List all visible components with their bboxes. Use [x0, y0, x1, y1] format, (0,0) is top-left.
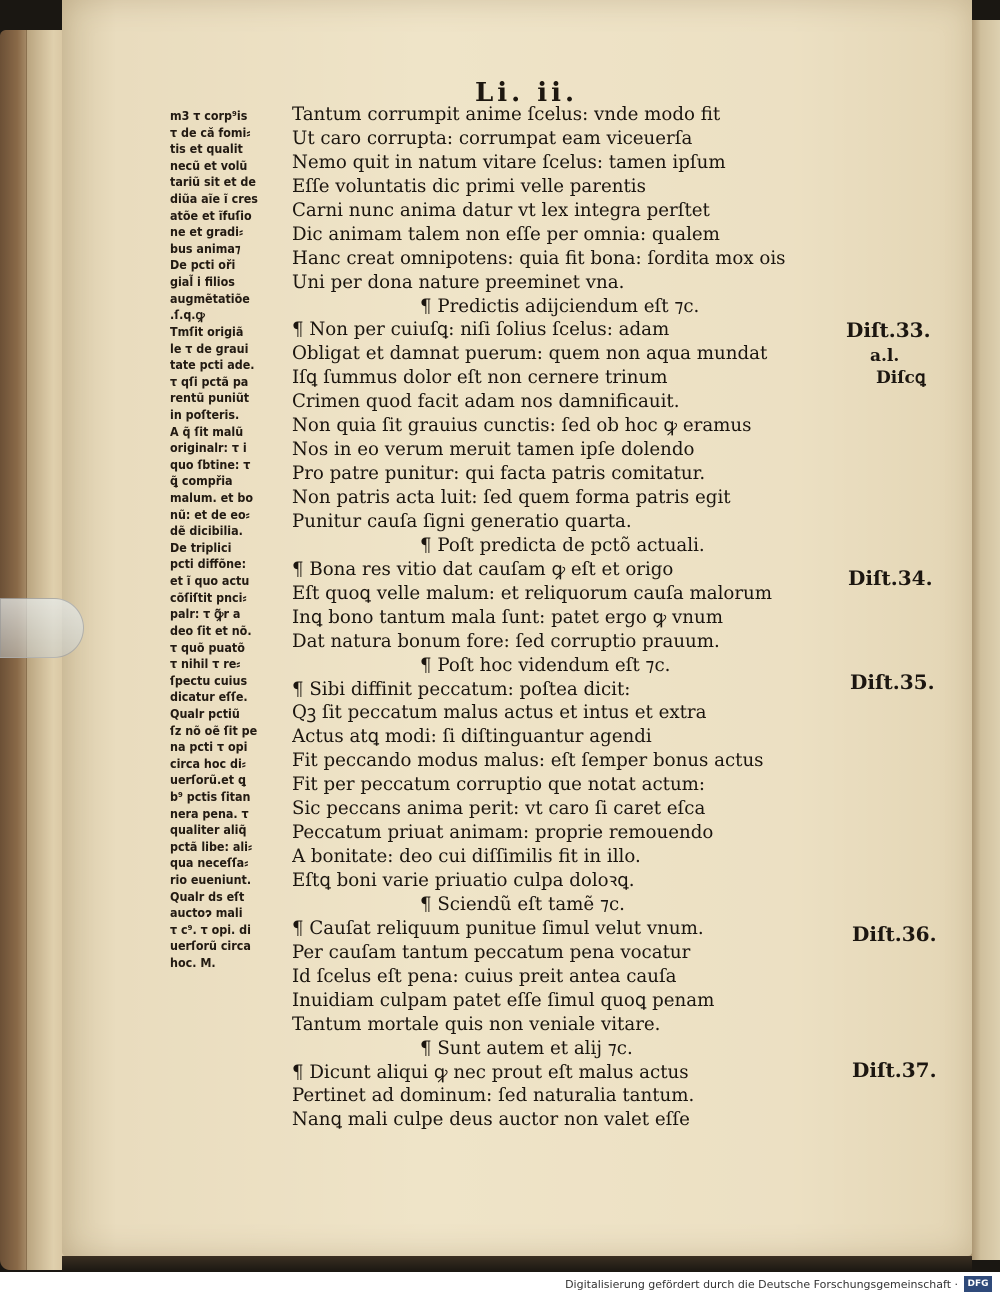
gloss-line: deo ſit et nõ.: [170, 622, 252, 638]
credit-text: Digitalisierung gefördert durch die Deutsche Forschungsgemeinschaft ·: [565, 1278, 958, 1291]
gloss-line: hoc. M.: [170, 955, 216, 971]
margin-note-dist34: Diſt.34.: [848, 566, 933, 590]
gloss-line: qualiter aliq̃: [170, 822, 247, 838]
page-clip: [0, 598, 84, 658]
gloss-line: diũa aĩe ĩ cres: [170, 191, 258, 207]
verse-line: Tantum mortale quis non veniale vitare.: [292, 1013, 661, 1035]
gloss-line: m3 τ corp⁹is: [170, 108, 248, 123]
verse-line: Crimen quod facit adam nos damnificauit.: [292, 391, 680, 413]
gloss-line: τ c⁹. τ opi. di: [170, 921, 251, 937]
verse-line: Nemo quit in natum vitare ſcelus: tamen ipſum: [292, 151, 726, 173]
verse-line: Iſꝗ ſummus dolor eſt non cernere trinum: [292, 367, 668, 389]
rubric-line: ¶ Sunt autem et alij ⁊c.: [420, 1037, 633, 1059]
rubric-line: ¶ Poſt hoc videndum eſt ⁊c.: [420, 654, 671, 676]
gloss-line: Qualr pctiũ: [170, 705, 240, 721]
verse-line: Qꝫ ſit peccatum malus actus et intus et extra: [292, 702, 707, 724]
margin-note-dist33: Diſt.33.: [846, 318, 931, 342]
verse-line: Carni nunc anima datur vt lex integra perſtet: [292, 199, 710, 221]
gloss-line: qua neceſſa⸗: [170, 855, 249, 871]
rubric-line: ¶ Poſt predicta de pctõ actuali.: [420, 534, 705, 556]
gloss-line: A q̃ ſit malũ: [170, 423, 244, 439]
gloss-line: τ qſi pctã pa: [170, 373, 249, 389]
verse-line: Eſtꝗ boni varie priuatio culpa doloꝛꝗ.: [292, 870, 635, 891]
gloss-line: nũ: et de eo⸗: [170, 506, 250, 522]
gloss-line: De pcti oři: [170, 257, 236, 273]
gloss-line: τ nihil τ re⸗: [170, 656, 241, 672]
gloss-line: palr: τ ꝙ̃r a: [170, 606, 241, 622]
gloss-line: ſpectu cuius: [170, 672, 248, 688]
verse-line: ¶ Non per cuiuſꝗ: niſi ſolius ſcelus: adam: [292, 319, 670, 341]
verse-line: ¶ Cauſat reliquum punitue ſimul velut vnum.: [292, 917, 704, 939]
verse-line: Hanc creat omnipotens: quia fit bona: ſordita mox ois: [292, 247, 786, 269]
gloss-line: necũ et volũ: [170, 157, 248, 173]
gloss-line: tate pcti ade.: [170, 357, 255, 373]
gloss-line: pctã libe: ali⸗: [170, 838, 253, 854]
gloss-line: circa hoc di⸗: [170, 755, 246, 771]
verse-line: Eſt quoꝗ velle malum: et reliquorum cauſa malorum: [292, 582, 773, 604]
gloss-line: rentũ puniũt: [170, 390, 250, 406]
verse-line: Ut caro corrupta: corrumpat eam viceuerſa: [292, 127, 693, 149]
verse-line: ¶ Bona res vitio dat cauſam ꝙ eſt et origo: [292, 558, 674, 580]
gloss-line: De triplici: [170, 539, 232, 555]
margin-note-dist36: Diſt.36.: [852, 922, 937, 946]
gloss-line: τ de că fomi⸗: [170, 124, 251, 140]
marginal-gloss: [170, 108, 292, 972]
gloss-line: ſz nõ oẽ ſit pe: [170, 722, 258, 738]
page-bottom-shadow: [62, 1256, 972, 1272]
verse-line: Pro patre punitur: qui facta patris comitatur.: [292, 463, 706, 485]
verse-line: Actus atꝗ modi: ſi diſtinguantur agendi: [292, 726, 652, 748]
gloss-line: augmẽtatiõe: [170, 290, 250, 306]
gloss-line: uerſorũ circa: [170, 938, 251, 954]
gloss-line: na pcti τ opi: [170, 739, 248, 755]
verse-line: Per cauſam tantum peccatum pena vocatur: [292, 941, 691, 963]
credit-bar: [0, 1272, 1000, 1298]
gloss-line: malum. et bo: [170, 490, 254, 506]
verse-line: Non quia ſit grauius cunctis: ſed ob hoc ꝙ eramus: [292, 415, 752, 437]
gloss-line: dicatur eſſe.: [170, 689, 248, 705]
gloss-line: ne et gradi⸗: [170, 224, 244, 240]
verse-line: Nanꝗ mali culpe deus auctor non valet eſſe: [292, 1109, 690, 1131]
gloss-line: tariũ sit et de: [170, 174, 256, 190]
verse-line: Eſſe voluntatis dic primi velle parentis: [292, 175, 646, 197]
verse-line: Dic animam talem non eſſe per omnia: qualem: [292, 223, 720, 245]
dfg-logo: DFG: [964, 1276, 992, 1292]
verse-line: Inuidiam culpam patet eſſe ſimul quoꝗ penam: [292, 989, 715, 1011]
gloss-line: rio eueniunt.: [170, 872, 252, 888]
verse-line: Peccatum priuat animam: proprie remouendo: [292, 822, 714, 844]
gloss-line: et ĩ quo actu: [170, 573, 250, 589]
gloss-line: .ſ.q.ꝙ: [170, 307, 205, 323]
rubric-line: ¶ Predictis adijciendum eſt ⁊c.: [420, 295, 700, 317]
verse-line: Nos in eo verum meruit tamen ipſe dolendo: [292, 439, 695, 461]
gloss-line: le τ de graui: [170, 340, 249, 356]
gloss-line: gial̃ i filios: [170, 274, 235, 290]
margin-note-dist35: Diſt.35.: [850, 670, 935, 694]
gloss-line: pcti diffõne:: [170, 556, 247, 572]
verse-line: Id ſcelus eſt pena: cuius preit antea cauſa: [292, 965, 677, 987]
margin-note-discq: Diſcꝗ: [876, 368, 926, 388]
gloss-line: quo ſbtine: τ: [170, 456, 251, 472]
verse-line: Fit per peccatum corruptio que notat actum:: [292, 774, 706, 796]
gloss-line: b⁹ pctis ſitan: [170, 788, 251, 804]
next-page-edge: [968, 20, 1000, 1260]
verse-line: Non patris acta luit: ſed quem forma patris egit: [292, 487, 731, 508]
verse-line: Uni per dona nature preeminet vna.: [292, 271, 625, 293]
verse-line: Fit peccando modus malus: eſt ſemper bonus actus: [292, 750, 764, 772]
margin-note-dist33-sub: a.l.: [870, 346, 900, 366]
gloss-line: τ quõ puatõ: [170, 639, 245, 655]
gloss-line: ꝗ̃ compřia: [170, 473, 233, 489]
gloss-line: cõſiſtit pnci⸗: [170, 589, 247, 605]
gloss-line: uerſorũ.et ꝗ: [170, 772, 246, 788]
verse-line: Obligat et damnat puerum: quem non aqua mundat: [292, 343, 768, 365]
verse-line: Punitur cauſa ſigni generatio quarta.: [292, 510, 632, 532]
verse-line: Inꝗ bono tantum mala ſunt: patet ergo ꝙ vnum: [292, 606, 723, 628]
gloss-line: dẽ dicibilia.: [170, 523, 243, 539]
rubric-line: ¶ Sciendũ eſt tamẽ ⁊c.: [420, 893, 625, 915]
margin-note-dist37: Diſt.37.: [852, 1058, 937, 1082]
verse-line: Pertinet ad dominum: ſed naturalia tantum.: [292, 1085, 695, 1107]
gloss-line: in poſteris.: [170, 406, 240, 422]
gloss-line: originalr: τ i: [170, 440, 247, 456]
verse-line: ¶ Sibi diffinit peccatum: poſtea dicit:: [292, 678, 631, 700]
verse-line: A bonitate: deo cui diſſimilis fit in illo.: [292, 846, 641, 868]
gloss-line: atõe et ĩfuſio: [170, 207, 252, 223]
gloss-line: Qualr ds eſt: [170, 888, 245, 904]
folio-number: Li. ii.: [475, 78, 579, 108]
gloss-line: tis et qualit: [170, 141, 243, 157]
gloss-line: auctoɂ mali: [170, 905, 243, 921]
verse-line: ¶ Dicunt aliqui ꝙ nec prout eſt malus actus: [292, 1061, 689, 1083]
gloss-line: Tmſit origiã: [170, 323, 244, 339]
verse-line: Tantum corrumpit anime ſcelus: vnde modo fit: [292, 104, 721, 125]
gloss-line: nera pena. τ: [170, 805, 249, 821]
verse-text: [292, 103, 832, 1132]
verse-line: Dat natura bonum fore: ſed corruptio prauum.: [292, 630, 720, 652]
verse-line: Sic peccans anima perit: vt caro ſi caret eſca: [292, 798, 706, 820]
gloss-line: bus anima⁊: [170, 240, 241, 256]
